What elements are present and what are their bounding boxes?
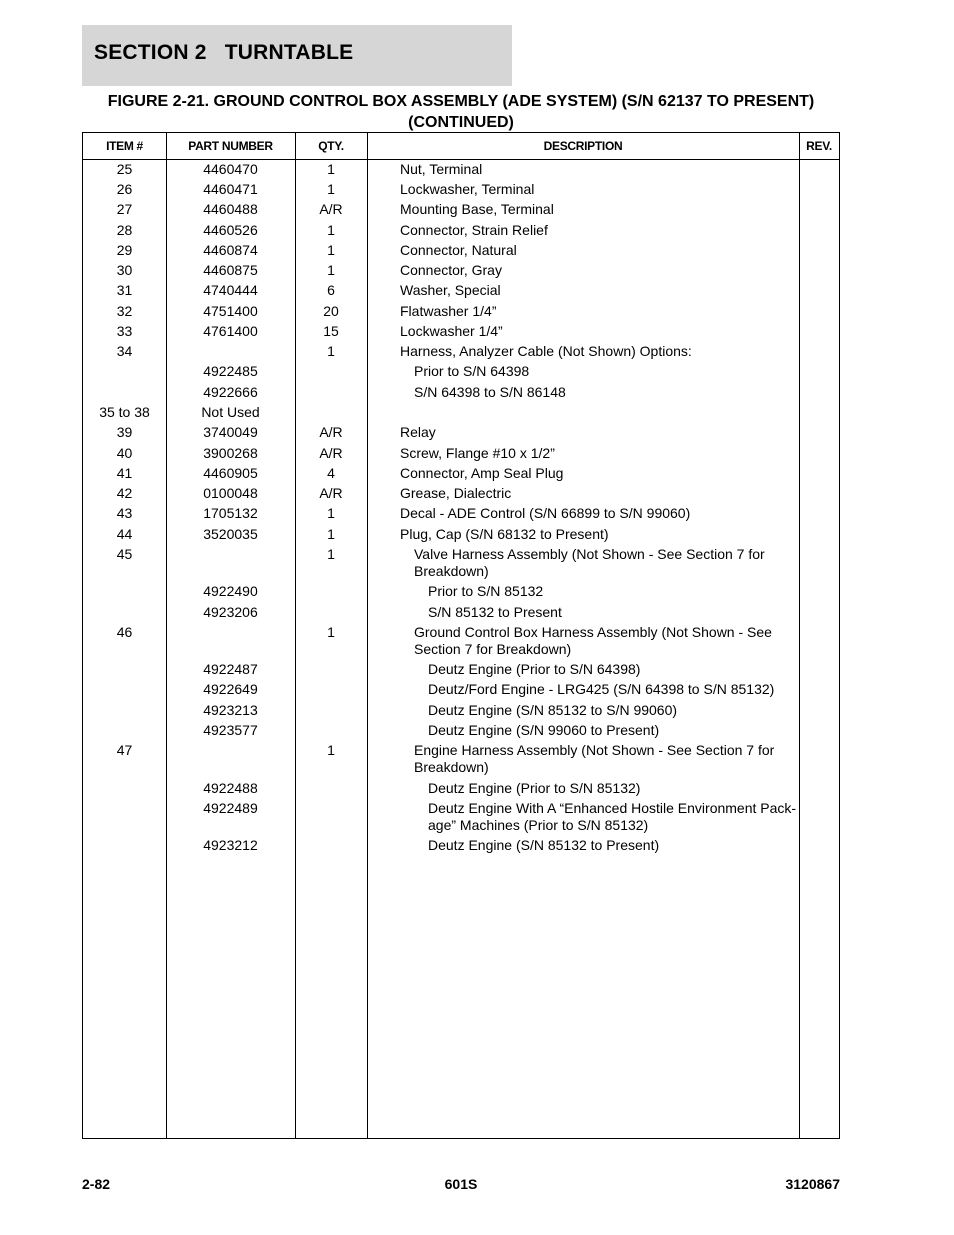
description: Connector, Strain Relief xyxy=(400,222,548,238)
quantity: 1 xyxy=(327,505,335,521)
header-item: ITEM # xyxy=(106,139,143,153)
part-number: 3900268 xyxy=(203,445,258,461)
description: Grease, Dialectric xyxy=(400,485,512,501)
item-number: 32 xyxy=(116,303,133,319)
part-number: 4922485 xyxy=(203,363,258,379)
part-number: 4761400 xyxy=(203,323,258,339)
description: Connector, Natural xyxy=(400,242,517,258)
part-number: 4460875 xyxy=(203,262,258,278)
quantity: A/R xyxy=(319,445,343,461)
quantity: 1 xyxy=(327,343,335,359)
description: Deutz Engine (Prior to S/N 85132) xyxy=(428,780,641,796)
quantity: 1 xyxy=(327,242,335,258)
model-number: 601S xyxy=(444,1176,478,1192)
description: Relay xyxy=(400,424,436,440)
quantity: 1 xyxy=(327,624,335,640)
item-number: 30 xyxy=(116,262,133,278)
item-number: 35 to 38 xyxy=(99,404,150,420)
section-header xyxy=(82,25,512,86)
quantity: 1 xyxy=(327,181,335,197)
part-number: 4460470 xyxy=(203,161,258,177)
column-divider xyxy=(799,133,800,1138)
item-number: 33 xyxy=(116,323,133,339)
description: Connector, Amp Seal Plug xyxy=(400,465,564,481)
description: Deutz Engine With A “Enhanced Hostile Environment Pack-age” Machines (Prior to S/N 85132) xyxy=(428,800,797,833)
parts-table xyxy=(82,132,840,1139)
part-number: 4751400 xyxy=(203,303,258,319)
quantity: 1 xyxy=(327,161,335,177)
part-number: 1705132 xyxy=(203,505,258,521)
part-number: 3740049 xyxy=(203,424,258,440)
part-number: 4922490 xyxy=(203,583,258,599)
item-number: 46 xyxy=(116,624,133,640)
quantity: 4 xyxy=(327,465,335,481)
description: Prior to S/N 64398 xyxy=(414,363,530,379)
quantity: 1 xyxy=(327,262,335,278)
item-number: 26 xyxy=(116,181,133,197)
quantity: A/R xyxy=(319,485,343,501)
description: Plug, Cap (S/N 68132 to Present) xyxy=(400,526,609,542)
part-number: 4922488 xyxy=(203,780,258,796)
quantity: A/R xyxy=(319,424,343,440)
description: Harness, Analyzer Cable (Not Shown) Options: xyxy=(400,343,692,359)
description: Connector, Gray xyxy=(400,262,502,278)
part-number: 4923212 xyxy=(203,837,258,853)
part-number: Not Used xyxy=(201,404,260,420)
quantity: A/R xyxy=(319,201,343,217)
section-title: SECTION 2 TURNTABLE xyxy=(94,41,354,64)
part-number: 4923213 xyxy=(203,702,258,718)
header-part-number: PART NUMBER xyxy=(188,139,273,153)
part-number: 4922666 xyxy=(203,384,258,400)
description: Decal - ADE Control (S/N 66899 to S/N 99060) xyxy=(400,505,691,521)
part-number: 4922649 xyxy=(203,681,258,697)
description: Valve Harness Assembly (Not Shown - See Section 7 for Breakdown) xyxy=(414,546,765,579)
part-number: 4460471 xyxy=(203,181,258,197)
description: Washer, Special xyxy=(400,282,501,298)
item-number: 40 xyxy=(116,445,133,461)
description: Deutz Engine (S/N 85132 to S/N 99060) xyxy=(428,702,678,718)
description: S/N 64398 to S/N 86148 xyxy=(414,384,566,400)
quantity: 6 xyxy=(327,282,335,298)
part-number: 4740444 xyxy=(203,282,258,298)
item-number: 44 xyxy=(116,526,133,542)
header-divider xyxy=(83,159,839,160)
part-number: 4923206 xyxy=(203,604,258,620)
item-number: 45 xyxy=(116,546,133,562)
description: Nut, Terminal xyxy=(400,161,483,177)
figure-title: FIGURE 2-21. GROUND CONTROL BOX ASSEMBLY (ADE SYSTEM) (S/N 62137 TO PRESENT) (CONTINUED) xyxy=(107,93,815,131)
quantity: 15 xyxy=(323,323,339,339)
part-number: 4460488 xyxy=(203,201,258,217)
header-rev: REV. xyxy=(806,139,832,153)
part-number: 4460874 xyxy=(203,242,258,258)
quantity: 20 xyxy=(323,303,339,319)
description: Deutz/Ford Engine - LRG425 (S/N 64398 to S/N 85132) xyxy=(428,681,775,697)
description: Deutz Engine (S/N 99060 to Present) xyxy=(428,722,660,738)
item-number: 41 xyxy=(116,465,133,481)
item-number: 27 xyxy=(116,201,133,217)
description: Mounting Base, Terminal xyxy=(400,201,554,217)
part-number: 3520035 xyxy=(203,526,258,542)
item-number: 25 xyxy=(116,161,133,177)
item-number: 43 xyxy=(116,505,133,521)
description: Engine Harness Assembly (Not Shown - See Section 7 for Breakdown) xyxy=(414,742,775,775)
description: Deutz Engine (Prior to S/N 64398) xyxy=(428,661,641,677)
quantity: 1 xyxy=(327,546,335,562)
description: Prior to S/N 85132 xyxy=(428,583,544,599)
item-number: 28 xyxy=(116,222,133,238)
description: Screw, Flange #10 x 1/2” xyxy=(400,445,555,461)
item-number: 29 xyxy=(116,242,133,258)
part-number: 4460905 xyxy=(203,465,258,481)
column-divider xyxy=(367,133,368,1138)
description: Ground Control Box Harness Assembly (Not Shown - See Section 7 for Breakdown) xyxy=(414,624,772,657)
header-qty: QTY. xyxy=(318,139,344,153)
document-number: 3120867 xyxy=(785,1176,840,1192)
quantity: 1 xyxy=(327,222,335,238)
description: S/N 85132 to Present xyxy=(428,604,562,620)
quantity: 1 xyxy=(327,526,335,542)
part-number: 4922489 xyxy=(203,800,258,816)
description: Lockwasher 1/4” xyxy=(400,323,503,339)
description: Lockwasher, Terminal xyxy=(400,181,535,197)
item-number: 34 xyxy=(116,343,133,359)
item-number: 47 xyxy=(116,742,133,758)
quantity: 1 xyxy=(327,742,335,758)
description: Flatwasher 1/4” xyxy=(400,303,497,319)
item-number: 42 xyxy=(116,485,133,501)
item-number: 39 xyxy=(116,424,133,440)
header-description: DESCRIPTION xyxy=(543,139,623,153)
part-number: 4923577 xyxy=(203,722,258,738)
page-number: 2-82 xyxy=(82,1176,111,1192)
part-number: 4922487 xyxy=(203,661,258,677)
item-number: 31 xyxy=(116,282,133,298)
description: Deutz Engine (S/N 85132 to Present) xyxy=(428,837,660,853)
part-number: 0100048 xyxy=(203,485,258,501)
part-number: 4460526 xyxy=(203,222,258,238)
